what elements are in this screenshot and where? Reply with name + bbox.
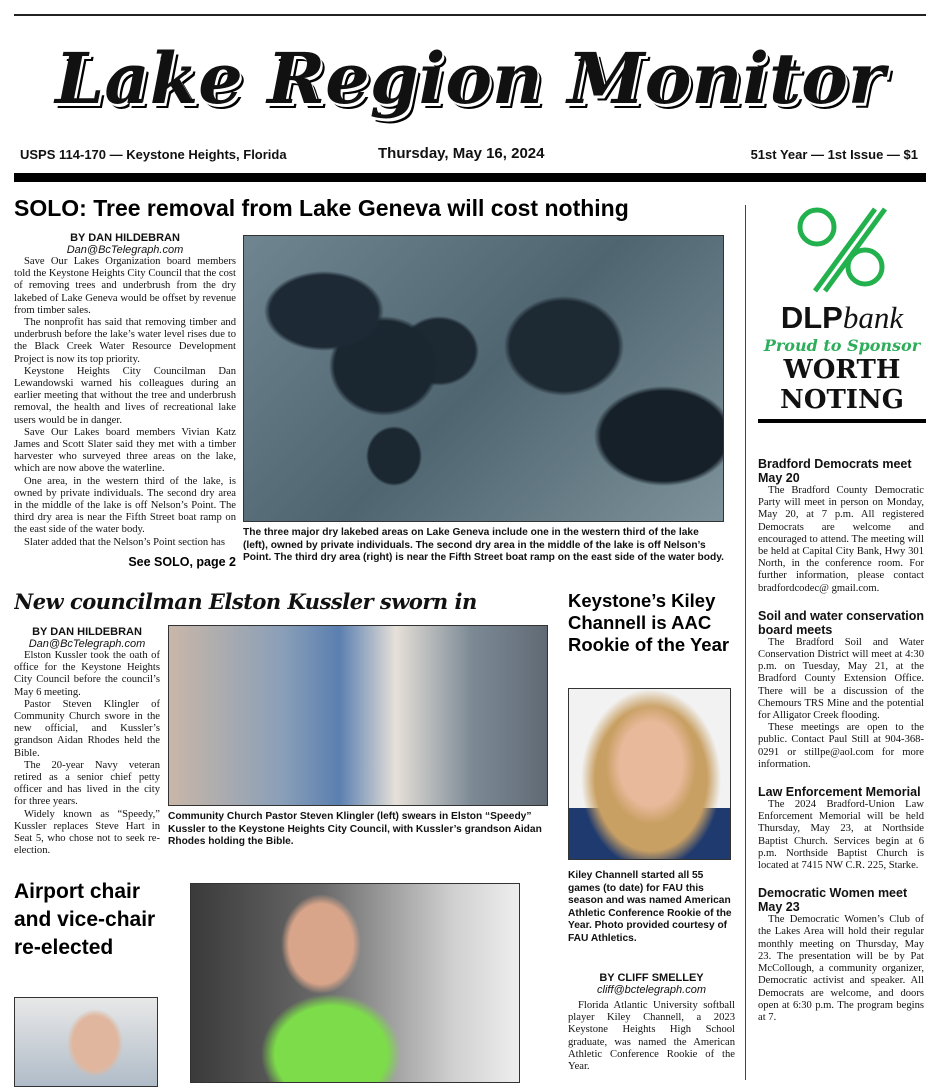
paragraph: These meetings are open to the public. Contact Paul Still at 904-368-0291 or stillpe@aol.com for more information. [758, 722, 924, 770]
brand-bold: DLP [780, 300, 843, 335]
paragraph: Elston Kussler took the oath of office for the Keystone Heights City Council before the council’s May 6 meeting. [14, 650, 160, 698]
masthead-title: Lake Region Monitor [55, 37, 885, 120]
lake-geneva-aerial-photo [243, 235, 724, 522]
notice-title[interactable]: Democratic Women meet May 23 [758, 886, 908, 915]
column-divider [745, 205, 746, 1080]
lead-article [14, 232, 236, 569]
masthead-date: Thursday, May 16, 2024 [378, 145, 545, 162]
sponsor-brand [758, 300, 926, 336]
kiley-photo-caption: Kiley Channell started all 55 games (to date) for FAU this season and was named American Athletic Conference Rookie of the Year. Photo provided courtesy of FAU Athletics. [568, 870, 732, 944]
jump-link[interactable]: See SOLO, page 2 [128, 554, 236, 569]
paragraph: The Bradford Soil and Water Conservation District will meet at 4:30 p.m. on Tuesday, May 21, at the Bradford County Extension Office. There will be a discussion of the Chemours TRS Mine and the potential for Alligator Creek flooding. [758, 636, 924, 722]
sponsor-rule [758, 419, 926, 423]
masthead-bar [14, 173, 926, 182]
paragraph: The Democratic Women’s Club of the Lakes Area will hold their regular monthly meeting on Thursday, May 23. The presentation will be by Pat McCollough, a community organizer, Democratic activist and speaker. All Democrats are welcome, and doors open at 6:30 p.m. The program begins at 7. [758, 914, 924, 1023]
lead-headline[interactable]: SOLO: Tree removal from Lake Geneva will cost nothing [14, 195, 629, 221]
notice-item [758, 609, 924, 771]
airport-chair-photo [14, 997, 158, 1087]
masthead-usps: USPS 114-170 — Keystone Heights, Florida [20, 147, 287, 162]
paragraph: Save Our Lakes board members Vivian Katz James and Scott Slater said they met with a timber harvester who surveyed three areas on the lake, which are now above the waterline. [14, 426, 236, 475]
kiley-article [568, 972, 735, 1073]
paragraph: Pastor Steven Klingler of Community Church swore in the new official, and Kussler’s grandson Aidan Rhodes held the Bible. [14, 698, 160, 759]
swearing-in-photo [168, 625, 548, 806]
council-photo-caption: Community Church Pastor Steven Klingler (left) swears in Elston “Speedy” Kussler to the Keystone Heights City Council, with Kussler’s grandson Aidan Rhodes holding the Bible. [168, 811, 542, 847]
masthead-issue: 51st Year — 1st Issue — $1 [750, 147, 918, 162]
lead-photo-caption: The three major dry lakebed areas on Lake Geneva include one in the western third of the lake (left), owned by private individuals. The second dry area in the middle of the lake is off Nelson’s Point. The third dry area (right) is near the Fifth Street boat ramp on the east side of the water body. [243, 527, 724, 563]
byline: BY DAN HILDEBRAN [32, 626, 142, 638]
byline: BY CLIFF SMELLEY [599, 972, 704, 984]
paragraph: The 2024 Bradford-Union Law Enforcement Memorial will be held Thursday, May 23, at Northside Baptist Church. Services begin at 6 p.m. Northside Baptist Church is located at 7415 NW C.R. 225, Starke. [758, 799, 924, 872]
article-body [14, 256, 236, 549]
council-headline[interactable]: New councilman Elston Kussler sworn in [14, 589, 477, 614]
paragraph: The nonprofit has said that removing timber and underbrush before the lake’s water level rises due to the Black Creek Water Resource Development Project is now its top priority. [14, 317, 236, 365]
kiley-channell-photo [568, 688, 731, 860]
notice-title[interactable]: Soil and water conservation board meets [758, 608, 925, 637]
article-body [568, 1000, 735, 1073]
byline-email[interactable]: Dan@BcTelegraph.com [28, 638, 146, 650]
worth-noting-title-2: NOTING [780, 385, 904, 415]
paragraph: Slater added that the Nelson’s Point section has [24, 536, 225, 548]
kiley-headline[interactable]: Keystone’s Kiley Channell is AAC Rookie of the Year [568, 590, 730, 655]
paragraph: Widely known as “Speedy,” Kussler replaces Steve Hart in Seat 5, who chose not to seek re-election. [14, 808, 160, 857]
notice-item [758, 457, 924, 595]
council-article [14, 626, 160, 857]
brand-italic: bank [842, 300, 904, 335]
notice-item [758, 785, 924, 872]
worth-noting-list [758, 445, 924, 1024]
paragraph: The Bradford County Democratic Party will meet in person on Monday, May 20, at 7 p.m. All registered Democrats are welcome and encouraged to attend. The meeting will be held at Capital City Bank, Hwy 301 North, in the conference room. For further information, please contact bradfordcodec@ gmail.com. [758, 485, 924, 594]
worth-noting-title-1: WORTH [783, 355, 901, 385]
bus-driver-photo [190, 883, 520, 1083]
paragraph: Keystone Heights City Councilman Dan Lewandowski warned his colleagues during an earlier meeting that without the tree and underbrush removal, the health and lives of recreational lake users would be in danger. [14, 365, 236, 426]
sponsor-ad[interactable] [758, 205, 926, 423]
top-rule [14, 14, 926, 16]
article-body [14, 650, 160, 857]
byline-email[interactable]: Dan@BcTelegraph.com [66, 244, 184, 256]
paragraph: One area, in the western third of the lake, is owned by private individuals. The second dry area in the middle of the lake is off Nelson’s Point. The third dry area is near the Fifth Street boat ramp on the east side of the water body. [14, 475, 236, 536]
paragraph: The 20-year Navy veteran retired as a senior chief petty officer and has lived in the city for three years. [14, 759, 160, 808]
notice-item [758, 886, 924, 1024]
sponsor-tagline: Proud to Sponsor [763, 336, 921, 355]
percent-logo-icon [787, 205, 897, 295]
byline-email[interactable]: cliff@bctelegraph.com [597, 984, 706, 996]
notice-title[interactable]: Bradford Democrats meet May 20 [758, 457, 912, 485]
airport-headline[interactable]: Airport chair and vice-chair re-elected [14, 880, 156, 959]
paragraph: Save Our Lakes Organization board members told the Keystone Heights City Council that the cost of removing trees and underbrush from the dry lakebed of Lake Geneva would be offset by revenue from timber sales. [14, 256, 236, 316]
notice-title[interactable]: Law Enforcement Memorial [758, 785, 921, 800]
paragraph: Florida Atlantic University softball player Kiley Channell, a 2023 Keystone Heights High School graduate, was named the American Athletic Conference Rookie of the Year. [568, 1000, 735, 1073]
byline: BY DAN HILDEBRAN [70, 232, 180, 244]
